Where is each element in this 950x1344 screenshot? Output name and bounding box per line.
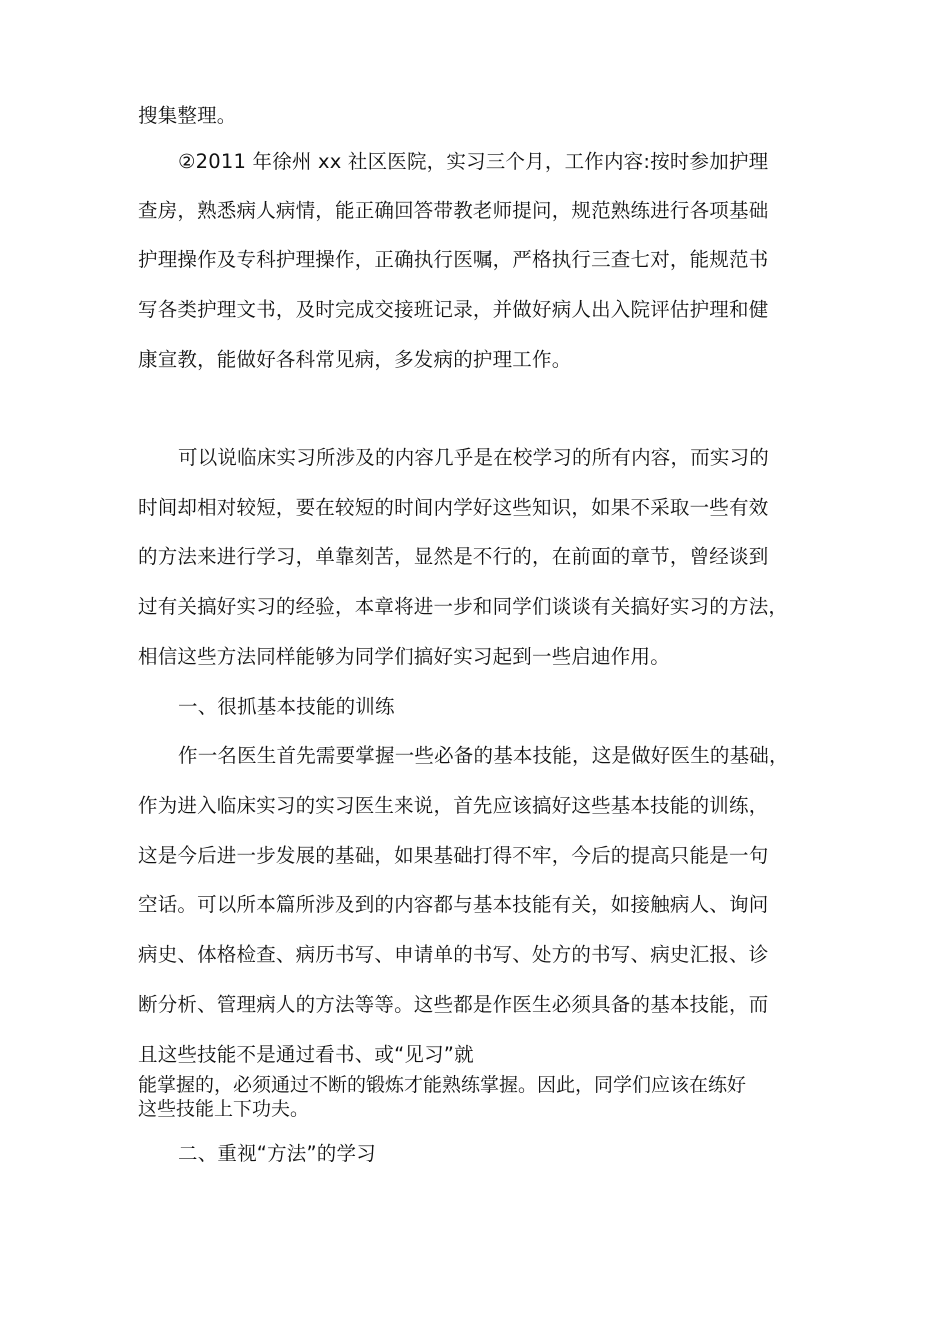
section-heading: 一、很抓基本技能的训练 [178,695,395,718]
text-line: 这些技能上下功夫。 [138,1098,310,1120]
text-line: 查房，熟悉病人病情，能正确回答带教老师提问，规范熟练进行各项基础 [138,199,769,222]
text-line: 作为进入临床实习的实习医生来说，首先应该搞好这些基本技能的训练， [138,794,769,817]
text-line: 写各类护理文书，及时完成交接班记录，并做好病人出入院评估护理和健 [138,298,769,321]
text-line: 时间却相对较短，要在较短的时间内学好这些知识，如果不采取一些有效 [138,496,769,519]
text-line: ②2011 年徐州 xx 社区医院，实习三个月，工作内容:按时参加护理 [178,150,769,173]
text-line: 这是今后进一步发展的基础，如果基础打得不牢，今后的提高只能是一句 [138,844,769,867]
text-line: 作一名医生首先需要掌握一些必备的基本技能，这是做好医生的基础， [178,744,789,767]
section-heading: 二、重视“方法”的学习 [178,1142,376,1165]
text-line: 过有关搞好实习的经验，本章将进一步和同学们谈谈有关搞好实习的方法， [138,595,789,618]
text-line: 能掌握的，必须通过不断的锻炼才能熟练掌握。因此，同学们应该在练好 [138,1074,747,1096]
text-line: 空话。可以所本篇所涉及到的内容都与基本技能有关，如接触病人、询问 [138,893,769,916]
text-line: 可以说临床实习所涉及的内容几乎是在校学习的所有内容，而实习的 [178,446,770,469]
text-line: 病史、体格检查、病历书写、申请单的书写、处方的书写、病史汇报、诊 [138,943,769,966]
text-line: 断分析、管理病人的方法等等。这些都是作医生必须具备的基本技能，而 [138,993,769,1016]
text-line: 康宣教，能做好各科常见病，多发病的护理工作。 [138,348,572,371]
text-line: 的方法来进行学习，单靠刻苦，显然是不行的，在前面的章节，曾经谈到 [138,545,769,568]
text-line: 且这些技能不是通过看书、或“见习”就 [138,1043,474,1066]
text-line: 相信这些方法同样能够为同学们搞好实习起到一些启迪作用。 [138,645,670,668]
text-line: 搜集整理。 [138,104,237,127]
text-line: 护理操作及专科护理操作，正确执行医嘱，严格执行三查七对，能规范书 [138,248,769,271]
